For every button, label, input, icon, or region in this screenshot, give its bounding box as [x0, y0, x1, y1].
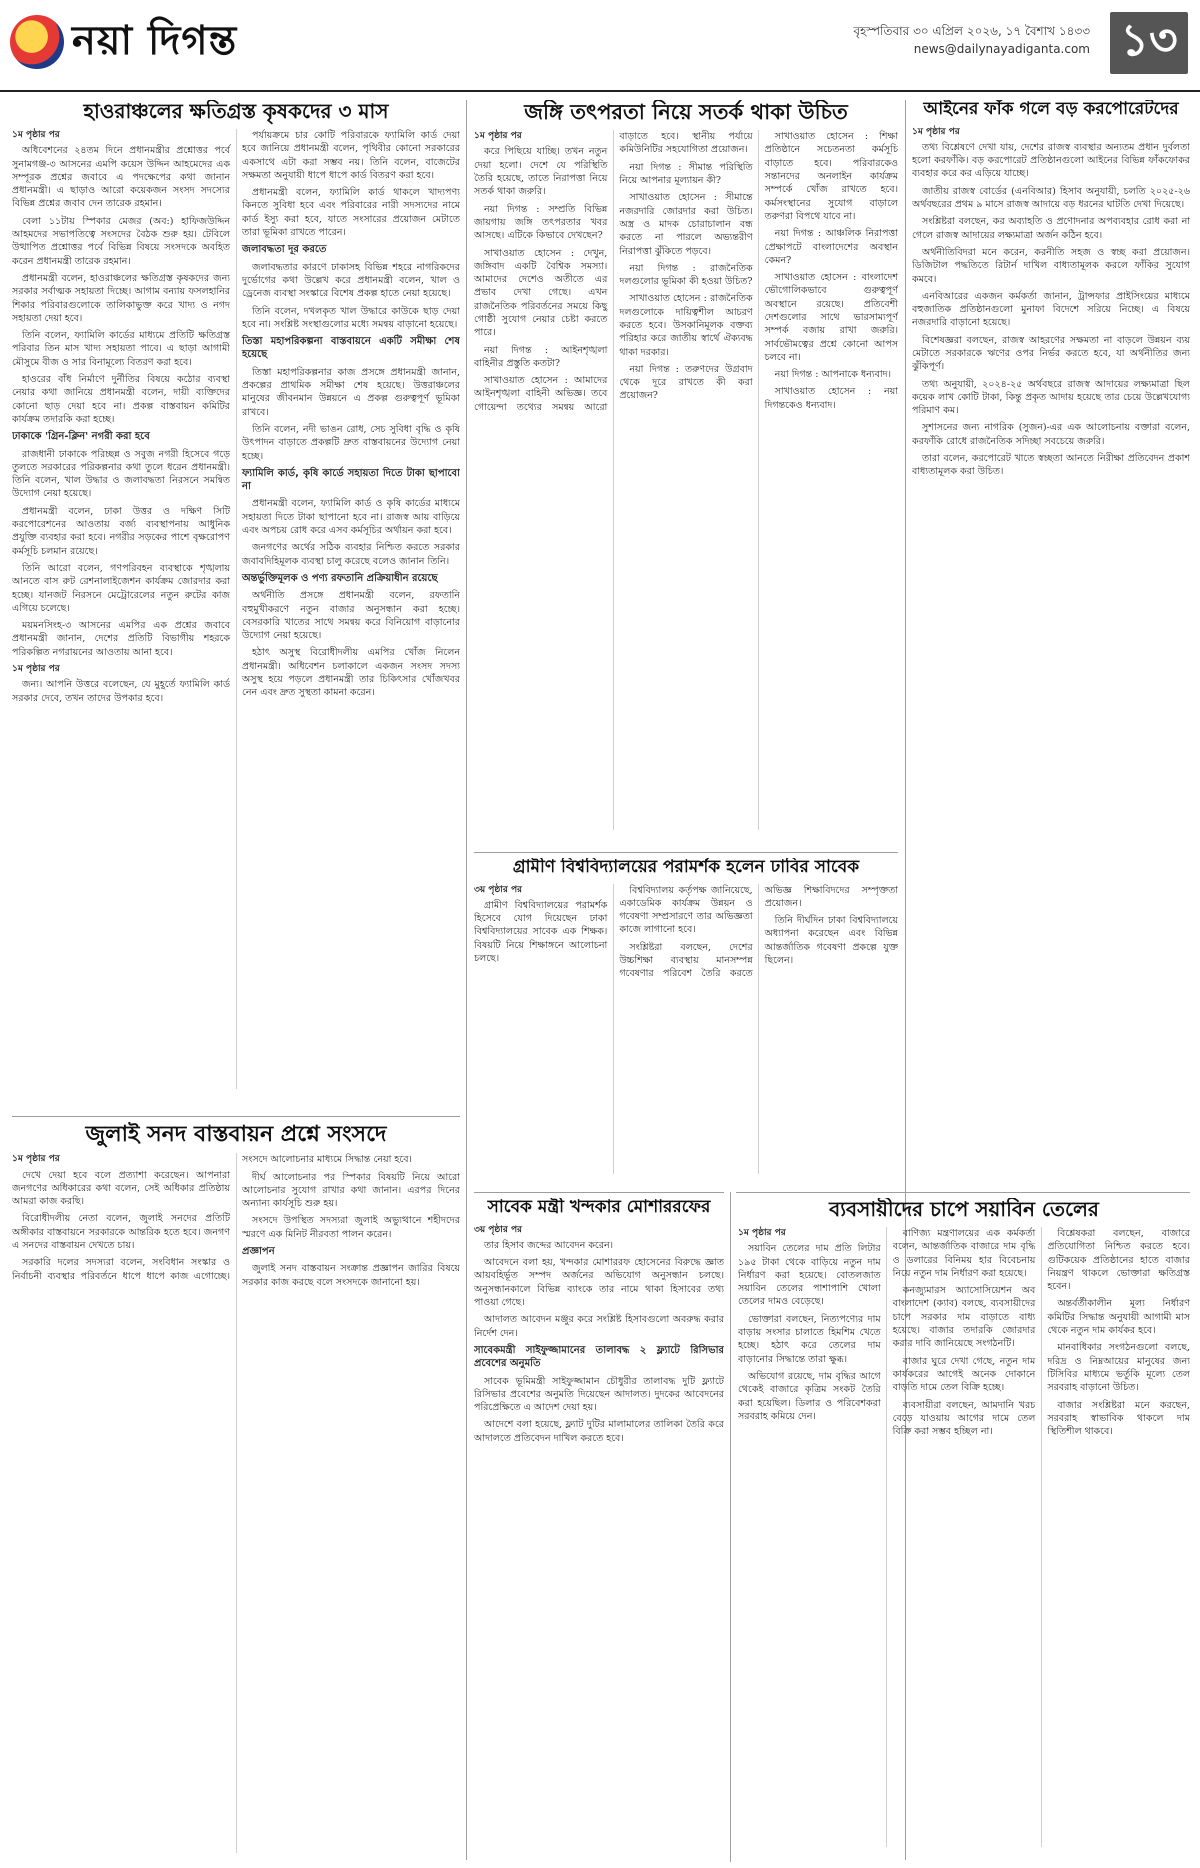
paragraph: এনবিআরের একজন কর্মকর্তা জানান, ট্রান্সফার প্রাইসিংয়ের মাধ্যমে বহুজাতিক প্রতিষ্ঠানগুলো মুনাফা বিদেশে সরিয়ে নিচ্ছে। এ বিষয়ে নজরদারি বাড়ানো হয়েছে।	[912, 290, 1190, 329]
paragraph: তিনি দীর্ঘদিন ঢাকা বিশ্ববিদ্যালয়ে অধ্যাপনা করেছেন এবং বিভিন্ন আন্তর্জাতিক গবেষণা প্রকল্পে যুক্ত ছিলেন।	[764, 915, 898, 967]
article-former-minister	[474, 1198, 724, 1862]
paragraph: অভিযোগ রয়েছে, দাম বৃদ্ধির আগে থেকেই বাজারে কৃত্রিম সংকট তৈরি করা হয়েছিল। ডিলার ও পরিবেশকরা সরবরাহ কমিয়ে দেন।	[738, 1370, 881, 1422]
paragraph: জাতীয় রাজস্ব বোর্ডের (এনবিআর) হিসাব অনুযায়ী, চলতি ২০২৫-২৬ অর্থবছরের প্রথম ৯ মাসে রাজস্ব আদায়ে বড় ধরনের ঘাটতি দেখা দিয়েছে।	[912, 185, 1190, 211]
headline[interactable]: জঙ্গি তৎপরতা নিয়ে সতর্ক থাকা উচিত	[524, 100, 848, 124]
paragraph: বাজার ঘুরে দেখা গেছে, নতুন দাম কার্যকরের আগেই অনেক দোকানে বাড়তি দামে তেল বিক্রি হচ্ছে।	[892, 1355, 1036, 1394]
paragraph: ব্যবসায়ীরা বলছেন, আমদানি খরচ বেড়ে যাওয়ায় আগের দামে তেল বিক্রি করা সম্ভব হচ্ছিল না।	[892, 1399, 1036, 1438]
article-militancy	[474, 100, 898, 845]
paragraph: নয়া দিগন্ত : সীমান্ত পরিস্থিতি নিয়ে আপনার মূল্যায়ন কী?	[619, 161, 753, 187]
paragraph: দীর্ঘ আলোচনার পর স্পিকার বিষয়টি নিয়ে আরো আলোচনার সুযোগ রাখার কথা জানান। এরপর দিনের অন্যান্য কার্যসূচি শুরু হয়।	[242, 1171, 460, 1210]
paragraph: বিশ্লেষকরা বলছেন, বাজারে প্রতিযোগিতা নিশ্চিত করতে হবে। গুটিকয়েক প্রতিষ্ঠানের হাতে বাজার নিয়ন্ত্রণ থাকলে ভোক্তারা ক্ষতিগ্রস্ত হবেন।	[1047, 1228, 1190, 1293]
article-body	[474, 1224, 724, 1844]
paragraph: সুশাসনের জন্য নাগরিক (সুজন)-এর এক আলোচনায় বক্তারা বলেন, করফাঁকি রোধে রাজনৈতিক সদিচ্ছা সবচেয়ে জরুরি।	[912, 422, 1190, 447]
headline[interactable]: গ্রামীণ বিশ্ববিদ্যালয়ের পরামর্শক হলেন ঢাবির সাবেক	[512, 858, 860, 877]
article-body	[738, 1227, 1190, 1847]
article-corporate-tax	[912, 100, 1190, 1190]
paragraph: সাখাওয়াত হোসেন : নয়া দিগন্তকেও ধন্যবাদ।	[764, 386, 898, 411]
continued-label: ১ম পৃষ্ঠার পর	[12, 663, 60, 674]
paragraph: সাখাওয়াত হোসেন : আমাদের আইনশৃঙ্খলা বাহিনী অভিজ্ঞ। তবে গোয়েন্দা তথ্যের সমন্বয় আরো বাড়াতে হবে। স্থানীয় পর্যায়ে কমিউনিটির সহযোগিতা প্রয়োজন।	[474, 131, 753, 413]
paragraph: অধিবেশনের ২৪তম দিনে প্রধানমন্ত্রীর প্রশ্নোত্তর পর্বে সুনামগঞ্জ-৩ আসনের এমপি কয়েস উদ্দিন আহমেদের এক সম্পূরক প্রশ্নের জবাবে এ পদক্ষেপের কথা জানান প্রধানমন্ত্রী। এ ছাড়াও আরো কয়েকজন সংসদ সদস্যের বিভিন্ন প্রশ্নের জবাব দেন তারেক রহমান।	[12, 145, 230, 210]
paragraph: সংসদে উপস্থিত সদস্যরা জুলাই অভ্যুত্থানে শহীদদের স্মরণে এক মিনিট নীরবতা পালন করেন।	[242, 1215, 460, 1240]
paragraph: তিনি বলেন, নদী ভাঙন রোধ, সেচ সুবিধা বৃদ্ধি ও কৃষি উৎপাদন বাড়াতে প্রকল্পটি দ্রুত বাস্তবায়নের উদ্যোগ নেয়া হচ্ছে।	[242, 423, 460, 462]
article-july-charter	[12, 1122, 460, 1862]
headline[interactable]: জুলাই সনদ বাস্তবায়ন প্রশ্নে সংসদে	[85, 1122, 387, 1147]
paragraph: তিনি বলেন, ফ্যামিলি কার্ডের মাধ্যমে প্রতিটি ক্ষতিগ্রস্ত পরিবার তিন মাস খাদ্য সহায়তা পাবে। এ ছাড়া আগামী মৌসুমে বীজ ও সার বিনামূল্যে বিতরণ করা হবে।	[12, 330, 230, 368]
date-line: বৃহস্পতিবার ৩০ এপ্রিল ২০২৬, ১৭ বৈশাখ ১৪৩৩	[853, 24, 1090, 38]
paragraph: নয়া দিগন্ত : সম্প্রতি বিভিন্ন জায়গায় জঙ্গি তৎপরতার খবর আসছে। এটিকে কিভাবে দেখছেন?	[474, 203, 608, 242]
article-body	[12, 1153, 460, 1853]
article-soybean-oil	[738, 1198, 1190, 1862]
paragraph: ময়মনসিংহ-৩ আসনের এমপির এক প্রশ্নের জবাবে প্রধানমন্ত্রী জানান, দেশের প্রতিটি বিভাগীয় শহরকে পরিকল্পিত নগরায়নের আওতায় আনা হবে।	[12, 620, 230, 658]
logo[interactable]	[10, 10, 270, 74]
paragraph: পর্যায়ক্রমে চার কোটি পরিবারকে ফ্যামিলি কার্ড দেয়া হবে জানিয়ে প্রধানমন্ত্রী বলেন, পৃথিবীর কোনো সরকারের একসাথে এটা করা সম্ভব নয়। তিনি বলেন, বাজেটের সক্ষমতা অনুযায়ী ধাপে ধাপে কার্ড বিতরণ করা হবে।	[242, 130, 460, 181]
headline[interactable]: সাবেক মন্ত্রী খন্দকার মোশাররফের	[487, 1198, 711, 1217]
paragraph: নয়া দিগন্ত : আঞ্চলিক নিরাপত্তা প্রেক্ষাপটে বাংলাদেশের অবস্থান কেমন?	[764, 228, 898, 266]
subheading: সাবেকমন্ত্রী সাইফুজ্জামানের তালাবদ্ধ ২ ফ্ল্যাটে রিসিভার প্রবেশের অনুমতি	[474, 1344, 724, 1370]
paragraph: প্রধানমন্ত্রী বলেন, ঢাকা উত্তর ও দক্ষিণ সিটি করপোরেশনের আওতায় বর্জ্য ব্যবস্থাপনায় আধুনিক প্রযুক্তি ব্যবহার করা হবে। নগরীর সড়কের পাশে বৃক্ষরোপণ কর্মসূচি চলমান রয়েছে।	[12, 505, 230, 557]
paragraph: হাওরের বাঁধ নির্মাণে দুর্নীতির বিষয়ে কঠোর ব্যবস্থা নেয়ার কথা জানিয়ে প্রধানমন্ত্রী বলেন, দায়ী ব্যক্তিদের কোনো ছাড় দেয়া হবে না। প্রকল্প বাস্তবায়ন কমিটির কার্যক্রম তদারকি করা হচ্ছে।	[12, 374, 230, 425]
article-university	[474, 858, 898, 1188]
continued-label: ৩য় পৃষ্ঠার পর	[474, 884, 523, 895]
article-haor	[12, 100, 460, 1112]
paragraph: অর্থনীতি প্রসঙ্গে প্রধানমন্ত্রী বলেন, রফতানি বহুমুখীকরণে নতুন বাজার অনুসন্ধান করা হচ্ছে। বেসরকারি খাতের সাথে সমন্বয় করে বিনিয়োগ বাড়ানোর উদ্যোগ নেয়া হয়েছে।	[242, 590, 460, 642]
paragraph: বাজার সংশ্লিষ্টরা মনে করছেন, সরবরাহ স্বাভাবিক থাকলে দাম স্থিতিশীল থাকবে।	[1047, 1399, 1190, 1438]
logo-text: নয়া দিগন্ত	[72, 17, 238, 64]
paragraph: সয়াবিন তেলের দাম প্রতি লিটার ১৯৫ টাকা থেকে বাড়িয়ে নতুন দাম নির্ধারণ করা হয়েছে। বোতলজাত সয়াবিন তেলের পাশাপাশি খোলা তেলের দামও বেড়েছে।	[738, 1243, 881, 1308]
paragraph: বেলা ১১টায় স্পিকার মেজর (অব:) হাফিজউদ্দিন আহমদের সভাপতিত্বে সংসদের বৈঠক শুরু হয়। টেবিলে উত্থাপিত প্রশ্নোত্তর পর্বে বিভিন্ন বিষয়ে সংসদকে অবহিত করেন প্রধানমন্ত্রী তারেক রহমান।	[12, 215, 230, 267]
paragraph: নয়া দিগন্ত : তরুণদের উগ্রবাদ থেকে দূরে রাখতে কী করা প্রয়োজন?	[619, 363, 753, 402]
paragraph: সরকারি দলের সদস্যরা বলেন, সংবিধান সংস্কার ও নির্বাচনী ব্যবস্থার পরিবর্তনে ধাপে ধাপে কাজ এগোচ্ছে। সংসদে আলোচনার মাধ্যমে সিদ্ধান্ত নেয়া হবে।	[12, 1154, 412, 1282]
paragraph: জনগণের অর্থের সঠিক ব্যবহার নিশ্চিত করতে সরকার জবাবদিহিমূলক ব্যবস্থা চালু করেছে বলেও জানান তিনি।	[242, 542, 460, 567]
subheading: জলাবদ্ধতা দূর করতে	[242, 244, 327, 256]
paragraph: সাবেক ভূমিমন্ত্রী সাইফুজ্জামান চৌধুরীর তালাবদ্ধ দুটি ফ্ল্যাটে রিসিভার প্রবেশের অনুমতি দিয়েছেন আদালত। দুদকের আবেদনের পরিপ্রেক্ষিতে এ আদেশ দেয়া হয়।	[474, 1375, 724, 1414]
subheading: ঢাকাকে 'গ্রিন-ক্লিন' নগরী করা হবে	[12, 431, 150, 443]
paragraph: সাখাওয়াত হোসেন : রাজনৈতিক দলগুলোকে দায়িত্বশীল আচরণ করতে হবে। উসকানিমূলক বক্তব্য পরিহার করে জাতীয় স্বার্থে ঐক্যবদ্ধ থাকা দরকার।	[619, 293, 753, 358]
paragraph: প্রধানমন্ত্রী বলেন, হাওরাঞ্চলের ক্ষতিগ্রস্ত কৃষকদের জন্য সরকার সর্বাত্মক সহায়তা দিচ্ছে। আগাম বন্যায় ফসলহানির শিকার পরিবারগুলোকে তালিকাভুক্ত করে খাদ্য ও নগদ সহায়তা দেয়া হবে।	[12, 272, 230, 324]
paragraph: তথ্য অনুযায়ী, ২০২৪-২৫ অর্থবছরে রাজস্ব আদায়ের লক্ষ্যমাত্রা ছিল কয়েক লাখ কোটি টাকা, কিন্তু প্রকৃত আদায় হয়েছে তার চেয়ে উল্লেখযোগ্য পরিমাণ কম।	[912, 378, 1190, 417]
continued-label: ১ম পৃষ্ঠার পর	[474, 131, 522, 142]
paragraph: তিনি বলেন, দখলকৃত খাল উদ্ধারে কাউকে ছাড় দেয়া হবে না। সংশ্লিষ্ট সংস্থাগুলোর মধ্যে সমন্বয় বাড়ানো হয়েছে।	[242, 305, 460, 330]
paragraph: বিশেষজ্ঞরা বলছেন, রাজস্ব আহরণের সক্ষমতা না বাড়লে উন্নয়ন ব্যয় মেটাতে সরকারকে ঋণের ওপর নির্ভর করতে হবে, যা অর্থনীতির জন্য ঝুঁকিপূর্ণ।	[912, 334, 1190, 373]
paragraph: জন্য। আপনি উত্তরে বলেছেন, যে মুহূর্তে ফ্যামিলি কার্ড সরকার দেবে, তখন তাদের উপকার হবে।	[12, 679, 230, 704]
subheading: অন্তর্ভুক্তিমূলক ও পণ্য রফতানি প্রক্রিয়াধীন রয়েছে	[242, 572, 438, 584]
paragraph: ভোক্তারা বলছেন, নিত্যপণ্যের দাম বাড়ায় সংসার চালাতে হিমশিম খেতে হচ্ছে। হঠাৎ করে তেলের দাম বাড়ানোর সিদ্ধান্তে তারা ক্ষুব্ধ।	[738, 1313, 881, 1365]
paragraph: অর্থনীতিবিদরা মনে করেন, করনীতি সহজ ও স্বচ্ছ করা প্রয়োজন। ডিজিটাল পদ্ধতিতে রিটার্ন দাখিল বাধ্যতামূলক করলে ফাঁকির সুযোগ কমবে।	[912, 246, 1190, 285]
article-body	[912, 126, 1190, 1166]
subheading: তিস্তা মহাপরিকল্পনা বাস্তবায়নে একটি সমীক্ষা শেষ হয়েছে	[242, 336, 460, 361]
paragraph: বিরোধীদলীয় নেতা বলেন, জুলাই সনদের প্রতিটি অঙ্গীকার বাস্তবায়নে সরকারকে আন্তরিক হতে হবে। জনগণ এ সনদের বাস্তবায়ন দেখতে চায়।	[12, 1213, 230, 1252]
paragraph: কনজ্যুমারস অ্যাসোসিয়েশন অব বাংলাদেশ (ক্যাব) বলছে, ব্যবসায়ীদের চাপে সরকার দাম বাড়াতে বাধ্য হয়েছে। বাজার তদারকি জোরদার করার দাবি জানিয়েছে সংগঠনটি।	[892, 1285, 1036, 1350]
continued-label: ৩য় পৃষ্ঠার পর	[474, 1224, 523, 1235]
paragraph: প্রধানমন্ত্রী বলেন, ফ্যামিলি কার্ড ও কৃষি কার্ডের মাধ্যমে সহায়তা দিতে টাকা ছাপানো হবে না। রাজস্ব আয় বাড়িয়ে এবং অপচয় রোধ করে এসব কর্মসূচির অর্থায়ন করা হবে।	[242, 498, 460, 537]
email[interactable]: news@dailynayadiganta.com	[913, 42, 1090, 56]
paragraph: আবেদনে বলা হয়, খন্দকার মোশাররফ হোসেনের বিরুদ্ধে জ্ঞাত আয়বহির্ভূত সম্পদ অর্জনের অভিযোগ অনুসন্ধান চলছে। অনুসন্ধানকালে বিভিন্ন ব্যাংকে তার নামে থাকা হিসাবের তথ্য পাওয়া গেছে।	[474, 1257, 724, 1309]
masthead-info	[853, 22, 1090, 58]
headline[interactable]: আইনের ফাঁক গলে বড় করপোরেটদের	[923, 100, 1179, 119]
paragraph: তিস্তা মহাপরিকল্পনার কাজ প্রসঙ্গে প্রধানমন্ত্রী জানান, প্রকল্পের প্রাথমিক সমীক্ষা শেষ হয়েছে। উত্তরাঞ্চলের মানুষের জীবনমান উন্নয়নে এ প্রকল্প গুরুত্বপূর্ণ ভূমিকা রাখবে।	[242, 366, 460, 418]
continued-label: ১ম পৃষ্ঠার পর	[912, 126, 960, 137]
paragraph: নয়া দিগন্ত : রাজনৈতিক দলগুলোর ভূমিকা কী হওয়া উচিত?	[619, 262, 753, 288]
article-body	[474, 130, 898, 830]
paragraph: নয়া দিগন্ত : আইনশৃঙ্খলা বাহিনীর প্রস্তুতি কতটা?	[474, 344, 608, 369]
masthead	[0, 0, 1200, 92]
headline[interactable]: হাওরাঞ্চলের ক্ষতিগ্রস্ত কৃষকদের ৩ মাস	[83, 100, 389, 123]
paragraph: সাখাওয়াত হোসেন : বাংলাদেশ ভৌগোলিকভাবে গুরুত্বপূর্ণ অবস্থানে রয়েছে। প্রতিবেশী দেশগুলোর সাথে ভারসাম্যপূর্ণ সম্পর্ক বজায় রাখা জরুরি। সার্বভৌমত্বের প্রশ্নে কোনো আপস চলবে না।	[764, 272, 898, 363]
paragraph: অন্তর্বর্তীকালীন মূল্য নির্ধারণ কমিটির সিদ্ধান্ত অনুযায়ী আগামী মাস থেকে নতুন দাম কার্যকর হবে।	[1047, 1298, 1190, 1337]
headline[interactable]: ব্যবসায়ীদের চাপে সয়াবিন তেলের	[829, 1198, 1099, 1221]
logo-sun-icon	[10, 15, 64, 69]
paragraph: নয়া দিগন্ত : আপনাকে ধন্যবাদ।	[774, 369, 892, 381]
paragraph: জুলাই সনদ বাস্তবায়ন সংক্রান্ত প্রজ্ঞাপন জারির বিষয়ে সরকার কাজ করছে বলে সংসদকে জানানো হয়।	[242, 1263, 460, 1288]
paragraph: আদেশে বলা হয়েছে, ফ্ল্যাট দুটির মালামালের তালিকা তৈরি করে আদালতে প্রতিবেদন দাখিল করতে হবে।	[474, 1419, 724, 1444]
paragraph: আদালত আবেদন মঞ্জুর করে সংশ্লিষ্ট হিসাবগুলো অবরুদ্ধ করার নির্দেশ দেন।	[474, 1314, 724, 1339]
paragraph: সংশ্লিষ্টরা বলছেন, দেশের উচ্চশিক্ষা ব্যবস্থায় মানসম্পন্ন গবেষণার পরিবেশ তৈরি করতে অভিজ্ঞ শিক্ষাবিদদের সম্পৃক্ততা প্রয়োজন।	[619, 884, 898, 980]
subheading: ফ্যামিলি কার্ড, কৃষি কার্ডে সহায়তা দিতে টাকা ছাপাবো না	[242, 467, 460, 493]
paragraph: তার হিসাব জব্দের আবেদন করেন।	[484, 1239, 614, 1251]
continued-label: ১ম পৃষ্ঠার পর	[738, 1228, 786, 1238]
paragraph: জলাবদ্ধতার কারণে ঢাকাসহ বিভিন্ন শহরে নাগরিকদের দুর্ভোগের কথা উল্লেখ করে প্রধানমন্ত্রী বলেন, খাল ও ড্রেনেজ ব্যবস্থা সংস্কারে বিশেষ প্রকল্প হাতে নেয়া হয়েছে।	[242, 261, 460, 300]
article-body	[12, 129, 460, 1089]
paragraph: বিশ্ববিদ্যালয় কর্তৃপক্ষ জানিয়েছে, একাডেমিক কার্যক্রম উন্নয়ন ও গবেষণা সম্প্রসারণে তার অভিজ্ঞতা কাজে লাগানো হবে।	[619, 884, 753, 936]
paragraph: করে পিছিয়ে যাচ্ছি। তখন নতুন দেয়া হলো। দেশে যে পরিস্থিতি তৈরি হয়েছে, তাতে নিরাপত্তা নিয়ে সতর্ক থাকা জরুরি।	[474, 146, 608, 198]
paragraph: রাজধানী ঢাকাকে পরিচ্ছন্ন ও সবুজ নগরী হিসেবে গড়ে তুলতে সরকারের পরিকল্পনার কথা তুলে ধরেন প্রধানমন্ত্রী। তিনি বলেন, খাল উদ্ধার ও জলাবদ্ধতা নিরসনে সমন্বিত উদ্যোগ নেয়া হয়েছে।	[12, 448, 230, 500]
paragraph: গ্রামীণ বিশ্ববিদ্যালয়ের পরামর্শক হিসেবে যোগ দিয়েছেন ঢাকা বিশ্ববিদ্যালয়ের সাবেক এক শিক্ষক। বিষয়টি নিয়ে শিক্ষাঙ্গনে আলোচনা চলছে।	[474, 899, 608, 965]
subheading: প্রজ্ঞাপন	[242, 1246, 275, 1258]
page-number: ১৩	[1110, 12, 1188, 74]
paragraph: সংশ্লিষ্টরা বলছেন, কর অব্যাহতি ও প্রণোদনার অপব্যবহার রোধ করা না গেলে রাজস্ব আদায়ের লক্ষ্যমাত্রা অর্জন কঠিন হবে।	[912, 216, 1190, 241]
paragraph: সাখাওয়াত হোসেন : সীমান্তে নজরদারি জোরদার করা উচিত। অস্ত্র ও মাদক চোরাচালান বন্ধ করতে না পারলে অভ্যন্তরীণ নিরাপত্তা ঝুঁকিতে পড়বে।	[619, 192, 753, 257]
paragraph: হঠাৎ অসুস্থ বিরোধীদলীয় এমপির খোঁজ নিলেন প্রধানমন্ত্রী। অধিবেশন চলাকালে একজন সংসদ সদস্য অসুস্থ হয়ে পড়লে প্রধানমন্ত্রী তার চিকিৎসার খোঁজখবর নেন এবং দ্রুত সুস্থতা কামনা করেন।	[242, 647, 460, 699]
paragraph: তথ্য বিশ্লেষণে দেখা যায়, দেশের রাজস্ব ব্যবস্থার অন্যতম প্রধান দুর্বলতা হলো করফাঁকি। বড় করপোরেট প্রতিষ্ঠানগুলো আইনের বিভিন্ন ফাঁকফোকর ব্যবহার করে কর এড়িয়ে যাচ্ছে।	[912, 141, 1190, 180]
continued-label: ১ম পৃষ্ঠার পর	[12, 130, 60, 140]
paragraph: দেখে দেয়া হবে বলে প্রত্যাশা করেছেন। আপনারা জনগণের অধিকারের কথা বলেন, সেই অধিকার প্রতিষ্ঠায় আমরা কাজ করছি।	[12, 1169, 230, 1208]
paragraph: বাণিজ্য মন্ত্রণালয়ের এক কর্মকর্তা বলেন, আন্তর্জাতিক বাজারে দাম বৃদ্ধি ও ডলারের বিনিময় হার বিবেচনায় নিয়ে নতুন দাম নির্ধারণ করা হয়েছে।	[892, 1228, 1036, 1279]
paragraph: সাখাওয়াত হোসেন : শিক্ষা প্রতিষ্ঠানে সচেতনতা কর্মসূচি বাড়াতে হবে। পরিবারকেও সন্তানদের অনলাইন কার্যক্রম সম্পর্কে খোঁজ রাখতে হবে। কর্মসংস্থানের সুযোগ বাড়ালে তরুণরা বিপথে যাবে না।	[764, 131, 898, 222]
continued-label: ১ম পৃষ্ঠার পর	[12, 1154, 60, 1165]
article-body	[474, 884, 898, 1174]
paragraph: তারা বলেন, করপোরেট খাতে স্বচ্ছতা আনতে নিরীক্ষা প্রতিবেদন প্রকাশ বাধ্যতামূলক করা উচিত।	[912, 453, 1190, 478]
paragraph: সাখাওয়াত হোসেন : দেখুন, জঙ্গিবাদ একটি বৈশ্বিক সমস্যা। আমাদের দেশেও অতীতে এর প্রভাব দেখা গেছে। এখন রাজনৈতিক পরিবর্তনের সময়ে কিছু গোষ্ঠী সুযোগ নেয়ার চেষ্টা করতে পারে।	[474, 247, 608, 339]
paragraph: তিনি আরো বলেন, গণপরিবহন ব্যবস্থাকে শৃঙ্খলায় আনতে বাস রুট রেশনালাইজেশন কার্যক্রম জোরদার করা হচ্ছে। যানজট নিরসনে মেট্রোরেলের নতুন রুটের কাজ এগিয়ে চলেছে।	[12, 562, 230, 614]
paragraph: মানবাধিকার সংগঠনগুলো বলছে, দরিদ্র ও নিম্নআয়ের মানুষের জন্য টিসিবির মাধ্যমে ভর্তুকি মূল্যে তেল সরবরাহ বাড়ানো উচিত।	[1047, 1342, 1190, 1394]
paragraph: প্রধানমন্ত্রী বলেন, ফ্যামিলি কার্ড থাকলে খাদ্যপণ্য কিনতে সুবিধা হবে এবং পরিবারের নারী সদস্যদের নামে কার্ড ইস্যু করা হবে, যাতে সংসারের প্রয়োজন মেটাতে তারা ভূমিকা রাখতে পারেন।	[242, 187, 460, 239]
